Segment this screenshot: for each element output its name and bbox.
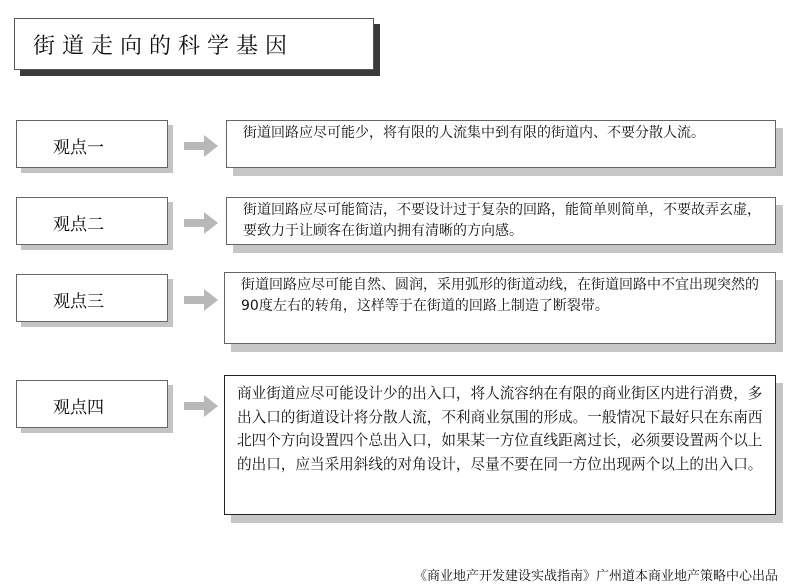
point-3-label: 观点三 <box>53 292 104 312</box>
point-3-label-box <box>16 274 168 322</box>
point-4-description: 商业街道应尽可能设计少的出入口，将人流容纳在有限的商业街区内进行消费，多出入口的街道设计将分散人流，不利商业氛围的形成。一般情况下最好只在东南西北四个方向设置四个总出入口，如果某一方位直线距离过长，必须要设置两个以上的出口，应当采用斜线的对角设计，尽量不要在同一方位出现两个以上的出入口。 <box>224 375 776 515</box>
point-1-label-box <box>16 120 168 168</box>
point-1-label: 观点一 <box>53 138 104 158</box>
right-arrow-icon <box>184 395 218 417</box>
point-3-description: 街道回路应尽可能自然、圆润，采用弧形的街道动线，在街道回路中不宜出现突然的90度左右的转角，这样等于在街道的回路上制造了断裂带。 <box>224 272 776 344</box>
point-1-description: 街道回路应尽可能少，将有限的人流集中到有限的街道内、不要分散人流。 <box>226 120 776 168</box>
right-arrow-icon <box>184 135 218 157</box>
right-arrow-icon <box>184 289 218 311</box>
page-title: 街道走向的科学基因 <box>33 34 295 59</box>
right-arrow-icon <box>184 212 218 234</box>
point-2-label: 观点二 <box>53 215 104 235</box>
point-4-label: 观点四 <box>53 398 104 418</box>
title-box <box>14 18 374 70</box>
point-2-description: 街道回路应尽可能简洁，不要设计过于复杂的回路，能简单则简单，不要故弄玄虚，要致力于让顾客在街道内拥有清晰的方向感。 <box>226 197 776 245</box>
footer-credit: 《商业地产开发建设实战指南》广州道本商业地产策略中心出品 <box>413 569 778 584</box>
point-2-label-box <box>16 197 168 245</box>
point-4-label-box <box>16 380 168 428</box>
